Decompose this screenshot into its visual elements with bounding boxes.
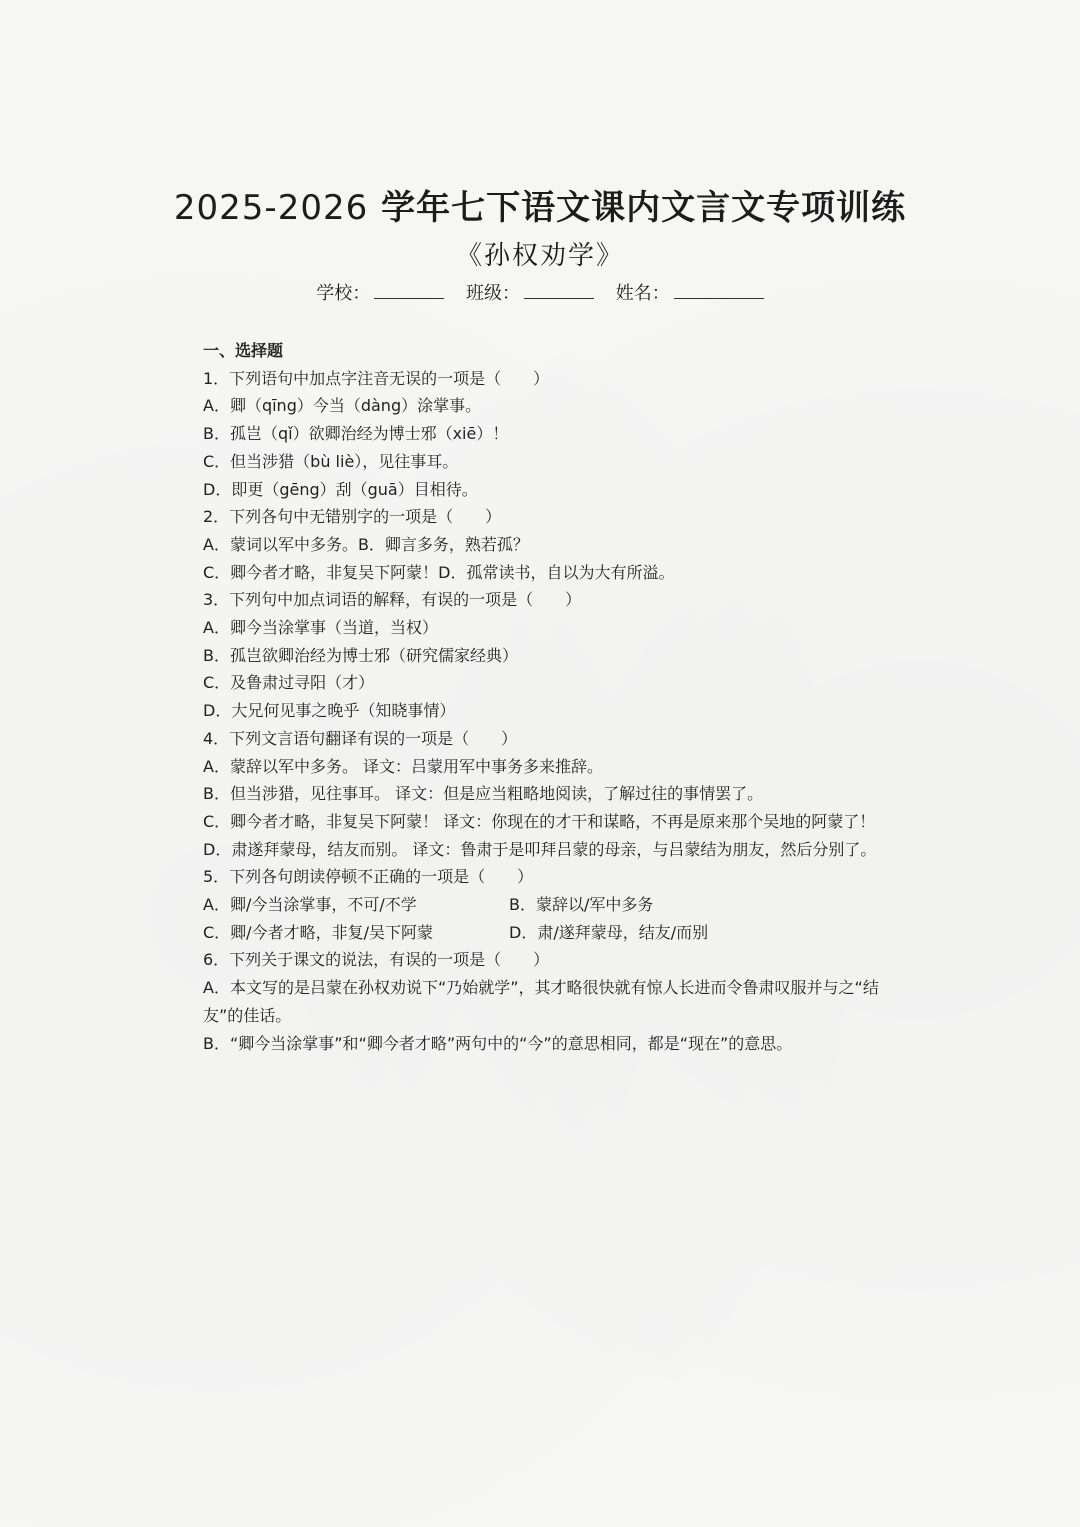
- name-field: [616, 280, 764, 308]
- option-1b: B．孤岂（qǐ）欲卿治经为博士邪（xiē）！: [203, 424, 509, 444]
- class-field: [466, 280, 594, 308]
- option-2cd: C．卿今者才略，非复吴下阿蒙！D．孤常读书，自以为大有所溢。: [203, 562, 675, 582]
- option-6a: A．本文写的是吕蒙在孙权劝说下“乃始就学”，其才略很快就有惊人长进而令鲁肃叹服并与之“结友”的佳话。: [203, 978, 879, 1025]
- question-1: 1．下列语句中加点字注音无误的一项是（ ）: [203, 368, 550, 388]
- page-title: [0, 186, 1080, 230]
- option-5a: A．卿/今当涂掌事，不可/不学: [203, 895, 417, 915]
- option-5c: C．卿/今者才略，非复/吴下阿蒙: [203, 922, 433, 942]
- school-blank[interactable]: [374, 280, 444, 299]
- class-label: 班级：: [466, 283, 520, 304]
- option-4d: D．肃遂拜蒙母，结友而别。 译文：鲁肃于是叩拜吕蒙的母亲，与吕蒙结为朋友，然后分别了。: [203, 839, 877, 859]
- student-info-row: [0, 280, 1080, 308]
- name-label: 姓名：: [615, 283, 670, 304]
- option-6b: B．“卿今当涂掌事”和“卿今者才略”两句中的“今”的意思相同，都是“现在”的意思。: [203, 1033, 793, 1053]
- section-heading: 一、选择题: [203, 341, 284, 360]
- option-row-5cd: [203, 919, 883, 947]
- option-4c: C．卿今者才略，非复吴下阿蒙！ 译文：你现在的才干和谋略，不再是原来那个吴地的阿蒙了！: [203, 811, 876, 831]
- option-1c: C．但当涉猎（bù liè），见往事耳。: [203, 451, 459, 471]
- option-3a: A．卿今当涂掌事（当道，当权）: [203, 618, 438, 638]
- option-3b: B．孤岂欲卿治经为博士邪（研究儒家经典）: [203, 645, 518, 665]
- option-4a: A．蒙辞以军中多务。 译文：吕蒙用军中事务多来推辞。: [203, 756, 604, 776]
- question-4: 4．下列文言语句翻译有误的一项是（ ）: [203, 728, 518, 748]
- title-year: 2025-2026: [173, 188, 369, 228]
- option-2ab: A．蒙词以军中多务。B．卿言多务，熟若孤？: [203, 534, 529, 554]
- option-3d: D．大兄何见事之晚乎（知晓事情）: [203, 701, 456, 721]
- question-2: 2．下列各句中无错别字的一项是（ ）: [203, 507, 502, 527]
- question-5: 5．下列各句朗读停顿不正确的一项是（ ）: [203, 867, 534, 887]
- question-content: [203, 337, 883, 1057]
- option-4b: B．但当涉猎，见往事耳。 译文：但是应当粗略地阅读，了解过往的事情罢了。: [203, 784, 764, 804]
- question-3: 3．下列句中加点词语的解释，有误的一项是（ ）: [203, 590, 582, 610]
- option-row-5ab: [203, 891, 883, 919]
- school-label: 学校：: [316, 283, 371, 304]
- option-1d: D．即更（gēng）刮（guā）目相待。: [203, 479, 478, 499]
- page-subtitle: 《孙权劝学》: [455, 241, 624, 271]
- option-5d: D．肃/遂拜蒙母，结友/而别: [509, 922, 709, 942]
- school-field: [316, 280, 444, 308]
- title-text: 学年七下语文课内文言文专项训练: [381, 188, 907, 228]
- option-3c: C．及鲁肃过寻阳（才）: [203, 673, 375, 693]
- name-blank[interactable]: [674, 280, 764, 299]
- option-5b: B．蒙辞以/军中多务: [509, 895, 654, 915]
- class-blank[interactable]: [524, 280, 594, 299]
- option-1a: A．卿（qīng）今当（dàng）涂掌事。: [203, 396, 482, 416]
- question-6: 6．下列关于课文的说法，有误的一项是（ ）: [203, 950, 550, 970]
